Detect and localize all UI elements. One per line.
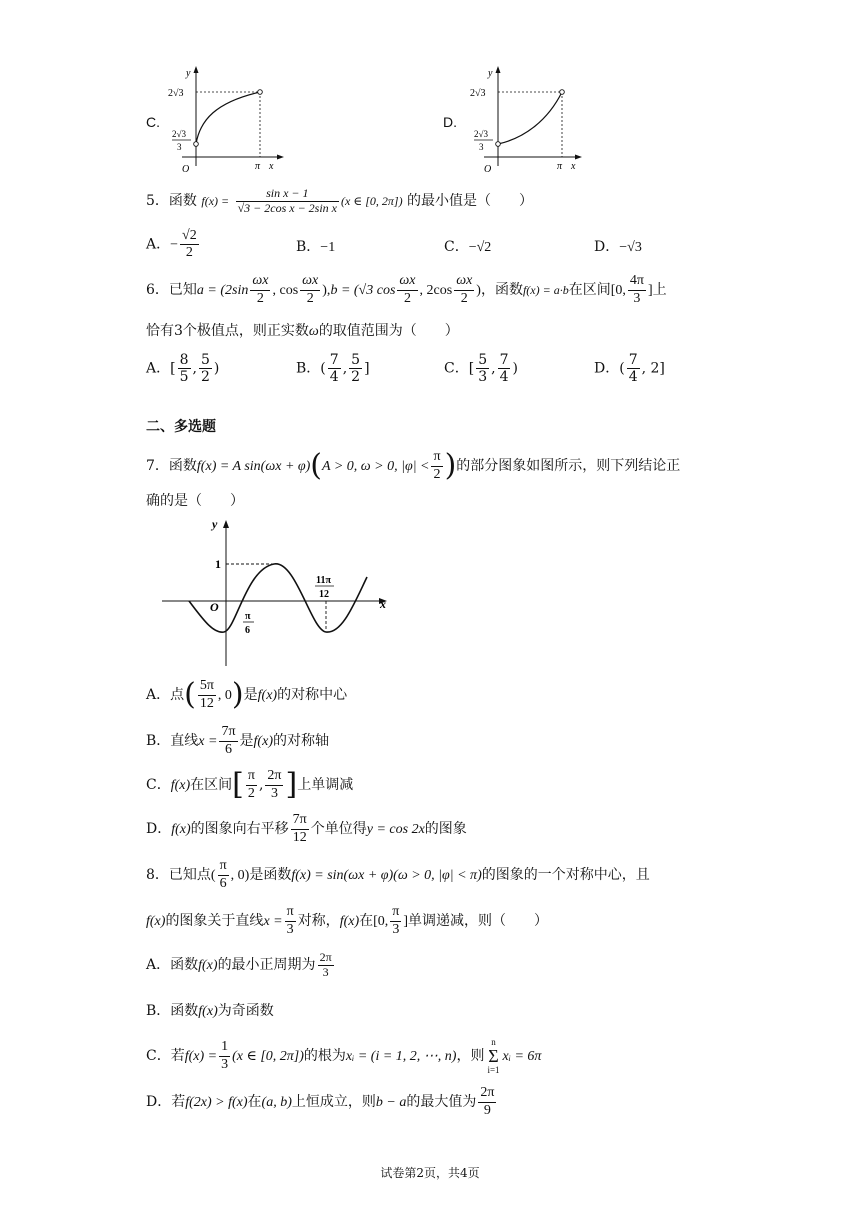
- top-value-label: 2√3: [470, 88, 486, 99]
- q5-func: f(x) =: [201, 194, 230, 208]
- q8-option-c: C．若f(x) = $\frac{1}{3}$ (x ∈ [0, 2π])的根为xᵢ = (i = 1, 2, ⋯, n)，则 n Σ i=1 xᵢ = 6π: [146, 1036, 542, 1075]
- pi6-den: 6: [245, 625, 250, 636]
- q5-tail: 的最小值是（ ）: [407, 193, 534, 209]
- one-label: 1: [215, 557, 221, 571]
- pi6-num: π: [245, 611, 251, 622]
- origin-label: O: [210, 600, 219, 614]
- option-d-label: D.: [443, 114, 457, 130]
- q5-option-c: C．−√2: [444, 239, 492, 255]
- q5-option-b: B．−1: [296, 239, 336, 255]
- q8-option-a: A．函数f(x)的最小正周期为 $\frac{2\pi}{3}$: [146, 949, 332, 979]
- q7-option-b: B．直线x = $\frac{7\pi}{6}$ 是f(x)的对称轴: [146, 724, 329, 757]
- question-5: [146, 184, 533, 218]
- start-num-label: 2√3: [172, 129, 186, 139]
- q7-option-d: D．f(x)的图象向右平移 $\frac{7\pi}{12}$ 个单位得y = cos 2x的图象: [146, 812, 467, 845]
- y-axis-label: y: [212, 517, 218, 531]
- q6-option-c: C．[ $\frac{5}{3}$ , $\frac{7}{4}$ ): [444, 352, 518, 386]
- graph-q7: [156, 514, 396, 674]
- q5-lead: 函数: [168, 193, 197, 209]
- q5-number: 5．: [146, 193, 169, 209]
- y-axis-label: y: [186, 68, 191, 79]
- curve-c: [196, 92, 260, 144]
- x-end-label: π: [255, 161, 261, 172]
- q6-option-d: D．( $\frac{7}{4}$ , 2]: [594, 352, 665, 386]
- start-den-label: 3: [177, 142, 182, 152]
- curve-d: [498, 92, 562, 144]
- q5-fraction: $\frac{\text{sin x − 1}}{\text{√3 − 2cos x − 2sin x}}$: [237, 185, 338, 215]
- x-end-label: π: [557, 161, 563, 172]
- q6-option-a: A．[ $\frac{8}{5}$ , $\frac{5}{2}$ ): [146, 352, 220, 386]
- graph-option-c: [168, 62, 288, 178]
- r-den: 12: [319, 589, 329, 600]
- y-axis-label: y: [488, 68, 493, 79]
- q7-option-a: A．点( $\frac{5\pi}{12}$ , 0)是f(x)的对称中心: [146, 677, 348, 712]
- r-num: 11π: [316, 575, 331, 586]
- x-axis-label: x: [269, 161, 274, 172]
- q8-option-d: D．若f(2x) > f(x)在(a, b)上恒成立，则b − a的最大值为 $\frac{2\pi}{9}$: [146, 1085, 495, 1118]
- x-axis-label: x: [380, 597, 386, 611]
- q5-domain: (x ∈ [0, 2π]): [341, 194, 403, 208]
- option-c-label: C.: [146, 114, 160, 130]
- top-value-label: 2√3: [168, 88, 184, 99]
- q8-option-b: B．函数f(x)为奇函数: [146, 1003, 274, 1019]
- q5-option-a: A．− $\frac{√2}{2}$: [146, 228, 197, 261]
- question-7: 7．函数f(x) = A sin(ωx + φ)(A > 0, ω > 0, |φ| < $\frac{\pi}{2}$ )的部分图象如图所示，则下列结论正: [146, 448, 681, 483]
- question-8-line2: f(x)的图象关于直线x = $\frac{\pi}{3}$ 对称，f(x)在[0, $\frac{\pi}{3}$ ]单调递减，则（ ）: [146, 904, 549, 937]
- question-6-line2: 恰有3个极值点，则正实数ω的取值范围为（ ）: [146, 323, 459, 339]
- x-axis-label: x: [571, 161, 576, 172]
- page-footer: 试卷第2页，共4页: [380, 1166, 480, 1180]
- start-den-label: 3: [479, 142, 484, 152]
- question-6: 6．已知a = (2sin $\frac{\omega x}{2}$ , cos $\frac{\omega x}{2}$ ),b = (√3 cos $\frac{\omega x}{2}$ , 2cos $\frac{\omega x}{2}$ )，函数f(x) = a·b在区间[0, $\frac{4\pi}{3}$ ]上: [146, 273, 667, 306]
- start-num-label: 2√3: [474, 129, 488, 139]
- question-8: 8．已知点( $\frac{\pi}{6}$ , 0)是函数f(x) = sin(ωx + φ)(ω > 0, |φ| < π)的图象的一个对称中心，且: [146, 858, 650, 891]
- question-7-line2: 确的是（ ）: [146, 493, 244, 509]
- section-title: 二、多选题: [146, 419, 216, 435]
- q5-option-d: D．−√3: [594, 239, 642, 255]
- q7-option-c: C．f(x)在区间[ $\frac{\pi}{2}$ , $\frac{2\pi}{3}$ ]上单调减: [146, 767, 354, 802]
- graph-option-d: [470, 62, 590, 178]
- origin-label: O: [182, 164, 190, 175]
- q6-option-b: B．( $\frac{7}{4}$ , $\frac{5}{2}$ ]: [296, 352, 370, 386]
- origin-label: O: [484, 164, 492, 175]
- sine-curve: [189, 564, 367, 632]
